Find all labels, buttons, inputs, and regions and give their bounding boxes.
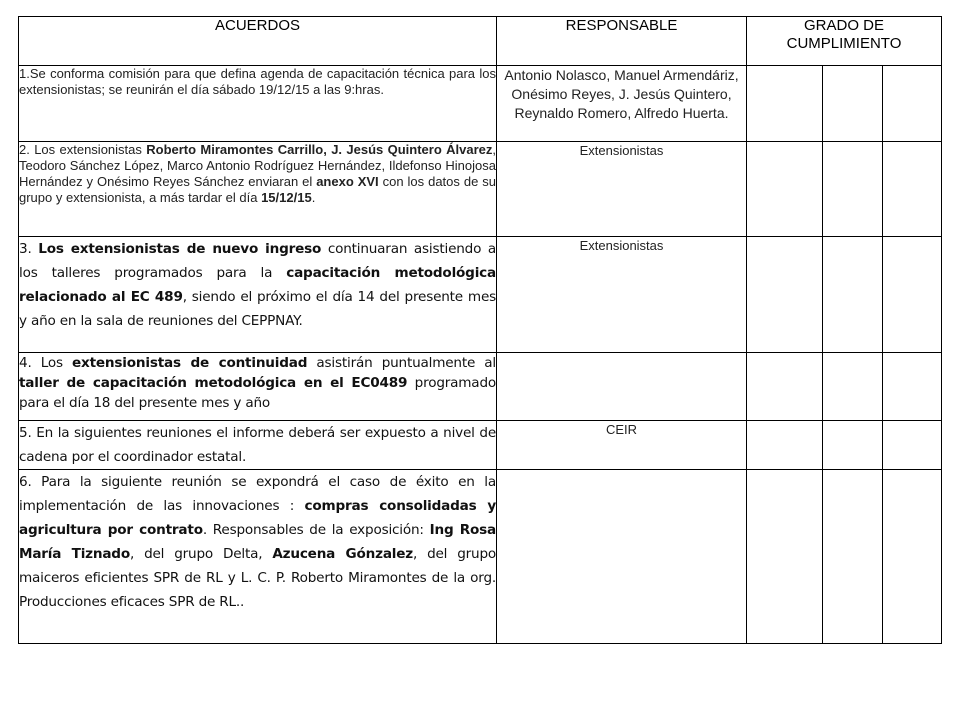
- agreement-2-text: 2. Los extensionistas Roberto Miramontes Carrillo, J. Jesús Quintero Álvarez, Teodoro Sánchez López, Marco Antonio Rodríguez Hernández, Ildefonso Hinojosa Hernández y Onésimo Reyes Sánchez enviaran el anexo XVI con los datos de su grupo y extensionista, a más tardar el día 15/12/15.: [19, 142, 497, 237]
- status-cell-2: [823, 66, 883, 142]
- agreement-6-responsible: [497, 470, 747, 644]
- status-cell-3: [883, 421, 942, 470]
- table-row: [19, 353, 942, 421]
- status-cell-3: [883, 237, 942, 353]
- header-responsible: RESPONSABLE: [497, 17, 747, 66]
- status-cell-1: [747, 66, 823, 142]
- header-agreements: ACUERDOS: [19, 17, 497, 66]
- status-cell-3: [883, 142, 942, 237]
- status-cell-3: [883, 353, 942, 421]
- table-row: [19, 237, 942, 353]
- status-cell-2: [823, 421, 883, 470]
- status-cell-3: [883, 470, 942, 644]
- status-cell-2: [823, 142, 883, 237]
- status-cell-2: [823, 237, 883, 353]
- agreement-1-responsible: Antonio Nolasco, Manuel Armendáriz, Onésimo Reyes, J. Jesús Quintero, Reynaldo Romero, Alfredo Huerta.: [497, 66, 747, 142]
- table-row: [19, 421, 942, 470]
- status-cell-2: [823, 470, 883, 644]
- header-row: [19, 17, 942, 66]
- status-cell-1: [747, 421, 823, 470]
- status-cell-1: [747, 353, 823, 421]
- header-completion: GRADO DE CUMPLIMIENTO: [747, 17, 942, 66]
- agreements-table: [18, 16, 942, 644]
- status-cell-2: [823, 353, 883, 421]
- status-cell-1: [747, 142, 823, 237]
- agreement-6-text: 6. Para la siguiente reunión se expondrá el caso de éxito en la implementación de las innovaciones : compras consolidadas y agricultura por contrato. Responsables de la exposición: Ing Rosa María Tiznado, del grupo Delta, Azucena Gónzalez, del grupo maiceros eficientes SPR de RL y L. C. P. Roberto Miramontes de la org. Producciones eficaces SPR de RL..: [19, 470, 497, 644]
- agreement-4-text: 4. Los extensionistas de continuidad asistirán puntualmente al taller de capacitación metodológica en el EC0489 programado para el día 18 del presente mes y año: [19, 353, 497, 421]
- agreement-3-responsible: Extensionistas: [497, 237, 747, 353]
- table-row: [19, 470, 942, 644]
- status-cell-3: [883, 66, 942, 142]
- agreement-4-responsible: [497, 353, 747, 421]
- agreement-2-responsible: Extensionistas: [497, 142, 747, 237]
- table-row: [19, 66, 942, 142]
- status-cell-1: [747, 470, 823, 644]
- agreement-1-text: 1.Se conforma comisión para que defina agenda de capacitación técnica para los extensionistas; se reunirán el día sábado 19/12/15 a las 9:hras.: [19, 66, 497, 142]
- status-cell-1: [747, 237, 823, 353]
- agreement-5-text: 5. En la siguientes reuniones el informe deberá ser expuesto a nivel de cadena por el coordinador estatal.: [19, 421, 497, 470]
- agreement-5-responsible: CEIR: [497, 421, 747, 470]
- table-row: [19, 142, 942, 237]
- agreement-3-text: 3. Los extensionistas de nuevo ingreso continuaran asistiendo a los talleres programados para la capacitación metodológica relacionado al EC 489, siendo el próximo el día 14 del presente mes y año en la sala de reuniones del CEPPNAY.: [19, 237, 497, 353]
